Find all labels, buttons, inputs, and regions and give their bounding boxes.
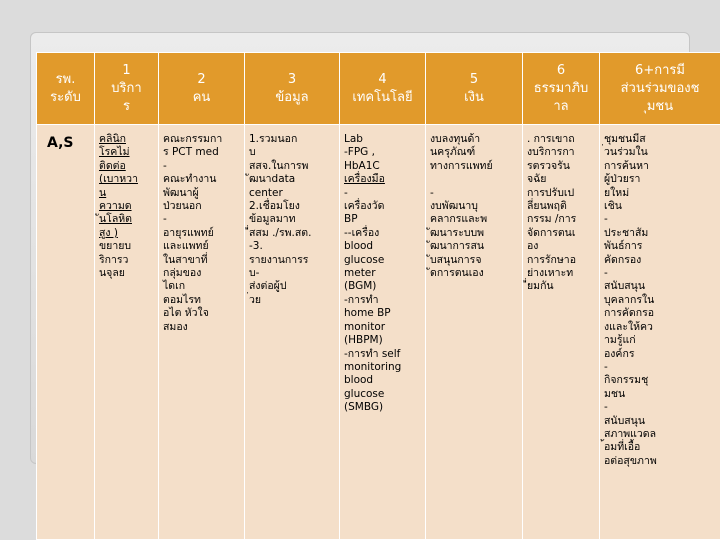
cell-line: บ bbox=[249, 146, 256, 159]
cell-line: -FPG , bbox=[344, 146, 375, 159]
cell-line: โรคไม่ bbox=[99, 146, 130, 159]
header-governance bbox=[523, 53, 600, 125]
header-people bbox=[159, 53, 245, 125]
cell-line: ยใหม่ bbox=[604, 186, 630, 199]
cell-line: ันโลหิต bbox=[99, 213, 132, 226]
header-line: เงิน bbox=[464, 89, 484, 105]
cell-finance bbox=[426, 125, 523, 540]
header-line: 1 bbox=[122, 62, 131, 78]
cell-line: กลุ่มของ bbox=[163, 267, 202, 280]
header-line: ร bbox=[123, 98, 130, 114]
header-line: บริกา bbox=[111, 80, 142, 96]
cell-governance bbox=[523, 125, 600, 540]
framework-table bbox=[36, 52, 720, 540]
cell-line: ในสาขาที่ bbox=[163, 253, 208, 266]
cell-line: ัดการตนเอง bbox=[430, 267, 484, 280]
cell-line: ัฒนาระบบพ bbox=[430, 226, 485, 239]
cell-line: ัฒนาการสน bbox=[430, 240, 485, 253]
cell-line: - bbox=[344, 186, 348, 199]
cell-line: 2.เชื่อมโยง bbox=[249, 200, 300, 213]
cell-line: สภาพแวดล bbox=[604, 427, 657, 440]
cell-line: ริการว bbox=[99, 253, 129, 266]
cell-information bbox=[245, 125, 340, 540]
header-line: าล bbox=[553, 98, 569, 114]
cell-line: ับสนุนการจ bbox=[430, 253, 482, 266]
cell-line: Lab bbox=[344, 133, 363, 145]
cell-line: ่วย bbox=[249, 293, 262, 306]
cell-line: รตรวจรัน bbox=[527, 159, 570, 172]
header-line: คน bbox=[192, 89, 211, 105]
header-row bbox=[37, 53, 720, 125]
cell-line: เครื่องมือ bbox=[344, 173, 385, 186]
cell-line: บุคลากรใน bbox=[604, 293, 655, 306]
cell-line: ไดเก bbox=[163, 280, 186, 293]
cell-line: ติดต่อ bbox=[99, 159, 126, 172]
cell-line: กรรม /การ bbox=[527, 213, 577, 226]
cell-line: จัดการตนเ bbox=[527, 226, 576, 239]
table-row bbox=[37, 125, 720, 540]
cell-line: 1.รวมนอก bbox=[249, 133, 298, 145]
cell-line: รายงานการร bbox=[249, 253, 309, 266]
cell-line: อต่อสุขภาพ bbox=[604, 454, 657, 467]
cell-line: -3. bbox=[249, 240, 263, 253]
cell-line: ความด bbox=[99, 200, 132, 213]
header-line: ส่วนร่วมของช bbox=[620, 80, 700, 96]
cell-line: นจุลย bbox=[99, 267, 125, 280]
cell-line: home BP bbox=[344, 307, 391, 320]
header-hospital-level bbox=[37, 53, 95, 125]
header-line: ธรรมาภิบ bbox=[533, 80, 589, 96]
header-line: 6+การมี bbox=[635, 62, 685, 78]
header-technology bbox=[340, 53, 426, 125]
cell-line: (BGM) bbox=[344, 280, 377, 293]
cell-line: -การทำ self bbox=[344, 347, 401, 360]
cell-line: ทางการแพทย์ bbox=[430, 159, 493, 172]
cell-line: การรักษาอ bbox=[527, 253, 577, 266]
header-finance bbox=[426, 53, 523, 125]
cell-line: การปรับเป bbox=[527, 186, 575, 199]
cell-line: พันธ์การ bbox=[604, 240, 643, 253]
cell-line: งบพัฒนาบุ bbox=[430, 200, 478, 213]
header-service bbox=[95, 53, 159, 125]
header-line: รพ. bbox=[55, 71, 76, 87]
cell-line bbox=[430, 173, 519, 186]
cell-line: งและให้คว bbox=[604, 320, 653, 333]
header-line: 5 bbox=[469, 71, 479, 87]
cell-line: ่วนร่วมใน bbox=[604, 146, 648, 159]
cell-line: center bbox=[249, 186, 283, 199]
cell-line: คณะทำงาน bbox=[163, 173, 217, 186]
cell-line: พัฒนาผู้ bbox=[163, 186, 199, 199]
cell-line: ผู้ป่วยรา bbox=[604, 173, 641, 186]
cell-line: . การเขาถ bbox=[527, 133, 575, 145]
cell-line: monitor bbox=[344, 320, 386, 333]
cell-hospital-level bbox=[37, 125, 95, 540]
cell-line: งบลงทุนด้า bbox=[430, 133, 481, 145]
cell-line: glucose bbox=[344, 387, 385, 400]
cell-line: - bbox=[604, 267, 608, 280]
header-line: ุมชน bbox=[646, 98, 674, 114]
cell-line: อไต หัวใจ bbox=[163, 307, 209, 320]
cell-line: นครุภัณฑ์ bbox=[430, 146, 476, 159]
cell-line: - bbox=[604, 213, 608, 226]
cell-line: (HBPM) bbox=[344, 334, 383, 347]
header-line: 6 bbox=[556, 62, 566, 78]
cell-line: monitoring bbox=[344, 360, 402, 373]
cell-line: อายุรแพทย์ bbox=[163, 226, 214, 239]
cell-people bbox=[159, 125, 245, 540]
cell-line: ามรู้แก่ bbox=[604, 334, 636, 347]
header-line: ระดับ bbox=[50, 89, 81, 105]
cell-line: ส่งต่อผู้ป bbox=[249, 280, 287, 293]
cell-line: องค์กร bbox=[604, 347, 635, 360]
cell-service bbox=[95, 125, 159, 540]
cell-line: ี่สสม ./รพ.สต. bbox=[249, 226, 312, 239]
cell-line: สูง ) bbox=[99, 226, 118, 239]
cell-line: ี่ยมกัน bbox=[527, 280, 554, 293]
cell-technology bbox=[340, 125, 426, 540]
hospital-level-value: A,S bbox=[47, 135, 74, 151]
cell-line: HbA1C bbox=[344, 159, 380, 172]
cell-line: ป่วยนอก bbox=[163, 200, 202, 213]
cell-line: - bbox=[604, 401, 608, 414]
cell-line: (SMBG) bbox=[344, 401, 384, 414]
cell-line: การค้นหา bbox=[604, 159, 649, 172]
cell-line: ขยายบ bbox=[99, 240, 132, 253]
cell-line: เชิน bbox=[604, 200, 622, 213]
cell-line: งบริการกา bbox=[527, 146, 575, 159]
header-line: 2 bbox=[197, 71, 206, 87]
cell-line: - bbox=[604, 360, 608, 373]
header-line: เทคโนโลยี bbox=[352, 89, 413, 105]
cell-line: จฉัย bbox=[527, 173, 547, 186]
header-community-participation bbox=[600, 53, 720, 125]
cell-line: - bbox=[163, 159, 167, 172]
cell-line: blood bbox=[344, 374, 374, 387]
cell-line: ตอมไรท bbox=[163, 293, 201, 306]
header-information bbox=[245, 53, 340, 125]
cell-line: คณะกรรมกา bbox=[163, 133, 223, 145]
cell-line: เครื่องวัด bbox=[344, 200, 385, 213]
cell-line: น bbox=[99, 186, 107, 199]
cell-line: meter bbox=[344, 267, 376, 280]
cell-line: (เบาหวา bbox=[99, 173, 138, 186]
cell-line: ข้อมูลมาท bbox=[249, 213, 296, 226]
cell-line: --เครื่อง bbox=[344, 226, 380, 239]
cell-line: สสจ.ในการพ bbox=[249, 159, 309, 172]
cell-line: อง bbox=[527, 240, 539, 253]
header-line: 4 bbox=[378, 71, 387, 87]
cell-line: คัดกรอง bbox=[604, 253, 642, 266]
cell-line: และแพทย์ bbox=[163, 240, 209, 253]
cell-line: - bbox=[430, 186, 434, 199]
cell-community-participation bbox=[600, 125, 720, 540]
cell-line: ร PCT med bbox=[163, 146, 219, 159]
cell-line: สมอง bbox=[163, 320, 188, 333]
cell-line: ประชาสัม bbox=[604, 226, 649, 239]
cell-line: ชุมชนมีส bbox=[604, 133, 646, 145]
cell-line: ลี่ยนพฤติ bbox=[527, 200, 567, 213]
header-line: ข้อมูล bbox=[275, 89, 309, 105]
cell-line: บ- bbox=[249, 267, 260, 280]
cell-line: ย่างเหาะท bbox=[527, 267, 574, 280]
cell-line: สนับสนุน bbox=[604, 280, 646, 293]
cell-line: การคัดกรอ bbox=[604, 307, 655, 320]
cell-line: glucose bbox=[344, 253, 385, 266]
cell-line: ัฒนาdata bbox=[249, 173, 296, 186]
cell-line: - bbox=[163, 213, 167, 226]
header-line: 3 bbox=[287, 71, 297, 87]
cell-line: blood bbox=[344, 240, 374, 253]
cell-line: -การทำ bbox=[344, 293, 379, 306]
cell-line: มชน bbox=[604, 387, 626, 400]
cell-line: คลินิก bbox=[99, 133, 126, 145]
cell-line: กิจกรรมชุ bbox=[604, 374, 649, 387]
cell-line: สนับสนุน bbox=[604, 414, 646, 427]
cell-line: BP bbox=[344, 213, 358, 226]
cell-line: ้อมที่เอื้อ bbox=[604, 441, 641, 454]
cell-line: คลากรและพ bbox=[430, 213, 488, 226]
